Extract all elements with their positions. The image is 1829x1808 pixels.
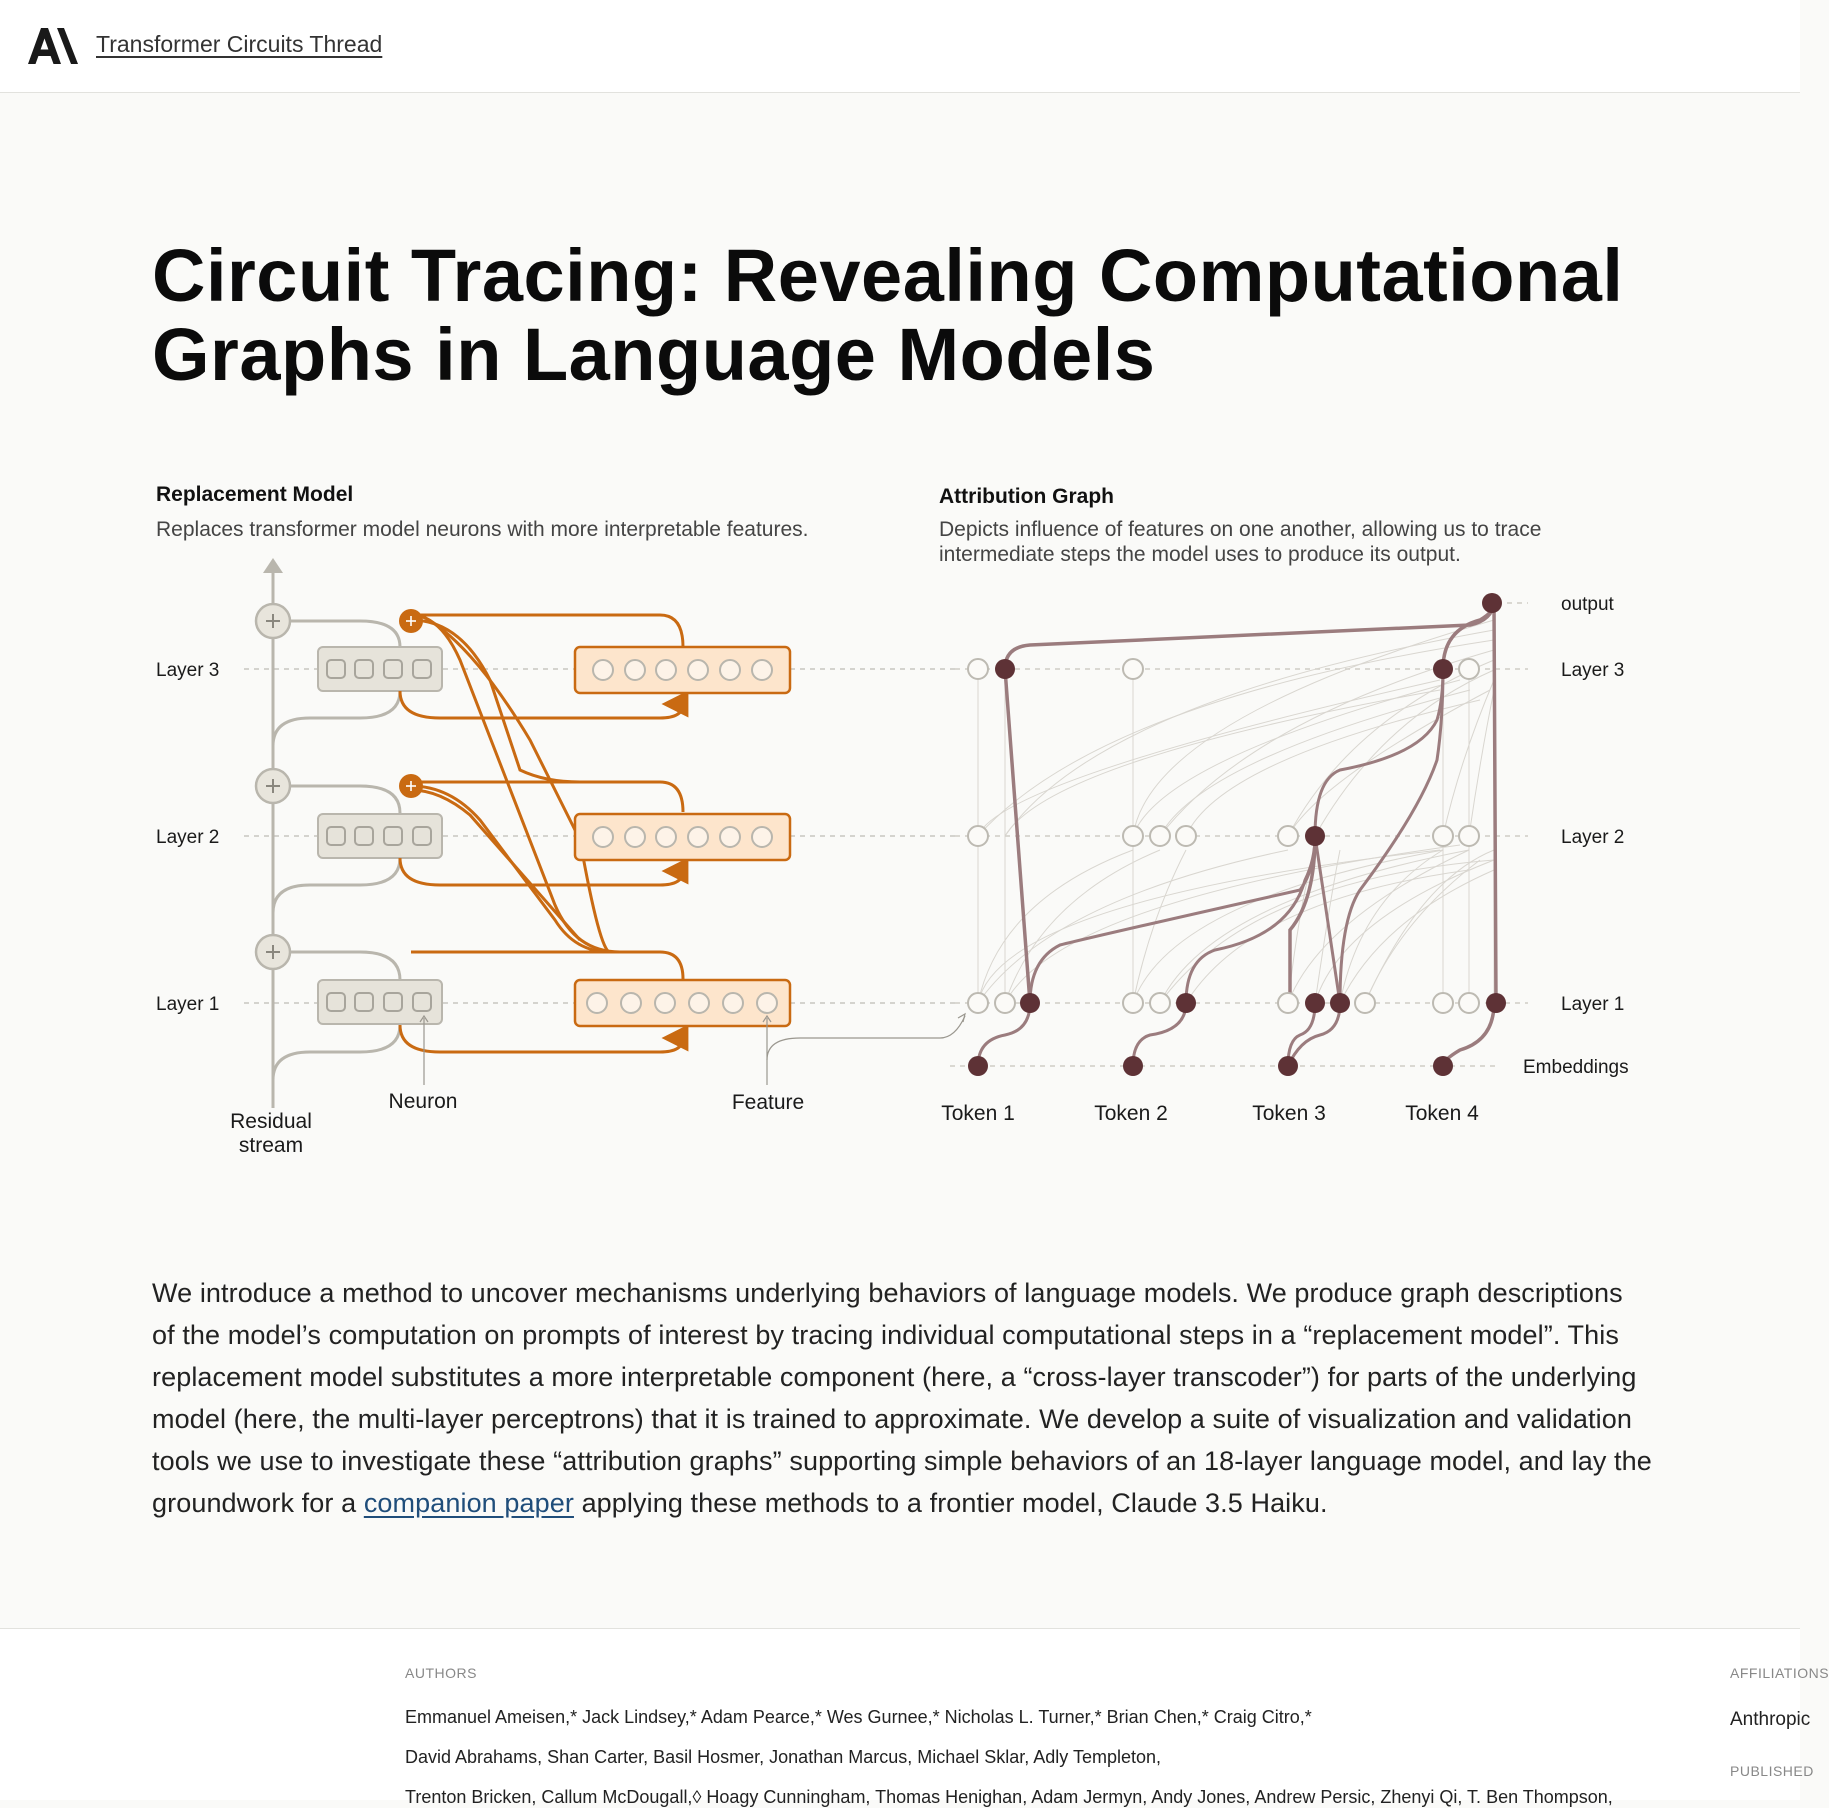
affiliation-value[interactable]: Anthropic (1730, 1709, 1811, 1730)
thread-link[interactable]: Transformer Circuits Thread (96, 31, 383, 57)
attribution-graph-subtitle-2: intermediate steps the model uses to produce its output. (939, 543, 1461, 566)
published-label: PUBLISHED (1730, 1763, 1814, 1779)
authors-row-2: David Abrahams, Shan Carter, Basil Hosmer, Jonathan Marcus, Michael Sklar, Adly Templeton, (405, 1747, 1162, 1767)
authors-label: AUTHORS (405, 1665, 477, 1681)
abstract (152, 1272, 1652, 1524)
right-layer-2-label: Layer 2 (1561, 827, 1625, 848)
left-layer-3-label: Layer 3 (156, 660, 220, 681)
abstract-text-2: applying these methods to a frontier model, Claude 3.5 Haiku. (573, 1488, 1328, 1518)
attribution-graph-diagram (941, 593, 1628, 1125)
neuron-boxes (318, 647, 442, 1024)
token-3-label: Token 3 (1252, 1102, 1326, 1125)
authors-row-1: Emmanuel Ameisen,* Jack Lindsey,* Adam Pearce,* Wes Gurnee,* Nicholas L. Turner,* Brian Chen,* Craig Citro,* (405, 1707, 1312, 1727)
page-title: Circuit Tracing: Revealing Computational Graphs in Language Models (152, 234, 1624, 396)
neuron-label: Neuron (388, 1090, 458, 1113)
attribution-graph-subtitle-1: Depicts influence of features on one another, allowing us to trace (939, 518, 1542, 541)
replacement-model-diagram (156, 558, 965, 1157)
feature-label: Feature (731, 1091, 805, 1114)
affiliations-label: AFFILIATIONS (1730, 1665, 1829, 1681)
replacement-model-subtitle: Replaces transformer model neurons with more interpretable features. (156, 518, 809, 541)
abstract-text-1: We introduce a method to uncover mechanisms underlying behaviors of language models. We produce graph descriptions of the model’s computation on prompts of interest by tracing individual computational steps in a “replacement model”. This replacement model substitutes a more interpretable component (here, a “cross-layer transcoder”) for parts of the underlying model (here, the multi-layer perceptrons) that it is trained to approximate. We develop a suite of visualization and validation tools we use to investigate these “attribution graphs” supporting simple behaviors of an 18-layer language model, and lay the groundwork for a (152, 1278, 1652, 1518)
token-1-label: Token 1 (941, 1102, 1015, 1125)
replacement-model-heading: Replacement Model (156, 483, 354, 506)
output-label: output (1561, 594, 1614, 615)
residual-arrow-icon (263, 558, 283, 573)
stream-label: stream (238, 1134, 304, 1157)
overview-figure (0, 540, 1800, 1180)
left-layer-1-label: Layer 1 (156, 994, 220, 1015)
embeddings-label: Embeddings (1523, 1057, 1629, 1078)
right-layer-3-label: Layer 3 (1561, 660, 1625, 681)
left-layer-2-label: Layer 2 (156, 827, 220, 848)
anthropic-logo-icon[interactable] (28, 28, 78, 64)
attribution-graph-heading: Attribution Graph (939, 485, 1114, 508)
token-4-label: Token 4 (1405, 1102, 1479, 1125)
right-layer-1-label: Layer 1 (1561, 994, 1625, 1015)
companion-paper-link[interactable]: companion paper (363, 1488, 574, 1518)
token-2-label: Token 2 (1094, 1102, 1168, 1125)
top-bar (0, 0, 1800, 93)
residual-label: Residual (230, 1110, 312, 1133)
byline (0, 1628, 1829, 1807)
authors-row-3: Trenton Bricken, Callum McDougall,◊ Hoagy Cunningham, Thomas Henighan, Adam Jermyn, Andy Jones, Andrew Persic, Zhenyi Qi, T. Ben Thompson, (405, 1787, 1613, 1807)
